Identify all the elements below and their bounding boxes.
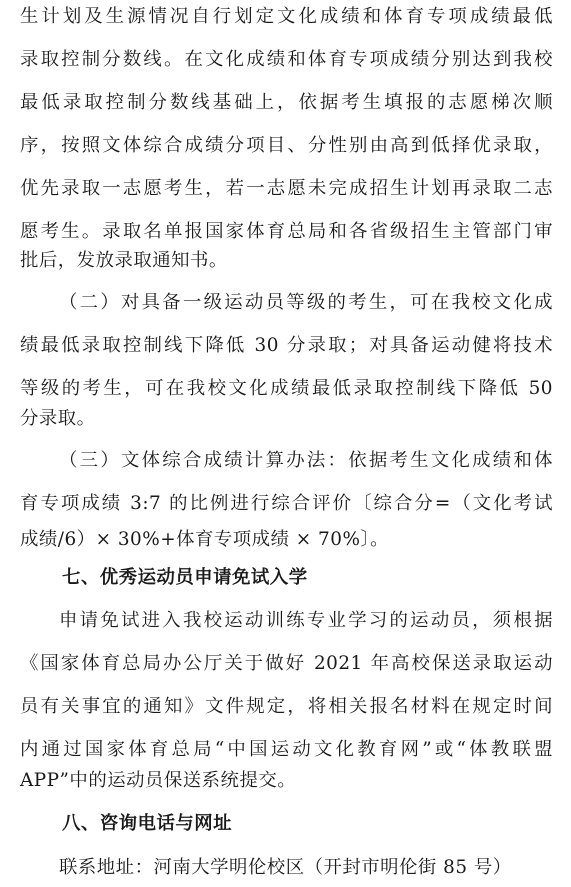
paragraph-line-9: 绩最低录取控制线下降低 30 分录取；对具备运动健将技术 — [20, 335, 553, 356]
paragraph-line-13: 育专项成绩 3:7 的比例进行综合评价〔综合分=（文化考试 — [20, 493, 553, 514]
paragraph-line-3: 最低录取控制分数线基础上，依据考生填报的志愿梯次顺 — [20, 92, 553, 113]
paragraph-line-15: 申请免试进入我校运动训练专业学习的运动员，须根据 — [59, 610, 553, 631]
contact-address-line: 联系地址：河南大学明伦校区（开封市明伦街 85 号） — [59, 857, 512, 878]
paragraph-line-16: 《国家体育总局办公厅关于做好 2021 年高校保送录取运动 — [20, 653, 553, 674]
paragraph-line-1: 生计划及生源情况自行划定文化成绩和体育专项成绩最低 — [20, 6, 553, 27]
paragraph-line-7: 批后，发放录取通知书。 — [20, 250, 228, 271]
paragraph-line-14: 成绩/6）× 30%+体育专项成绩 × 70%〕。 — [20, 529, 390, 550]
section-heading-8: 八、咨询电话与网址 — [62, 813, 233, 834]
paragraph-line-11: 分录取。 — [20, 408, 96, 429]
paragraph-line-4: 序，按照文体综合成绩分项目、分性别由高到低择优录取， — [20, 135, 553, 156]
paragraph-line-6: 愿考生。录取名单报国家体育总局和各省级招生主管部门审 — [20, 221, 553, 242]
paragraph-line-12: （三）文体综合成绩计算办法：依据考生文化成绩和体 — [59, 450, 553, 471]
paragraph-line-8: （二）对具备一级运动员等级的考生，可在我校文化成 — [59, 292, 553, 313]
paragraph-line-2: 录取控制分数线。在文化成绩和体育专项成绩分别达到我校 — [20, 49, 553, 70]
section-heading-7: 七、优秀运动员申请免试入学 — [62, 567, 308, 588]
paragraph-line-10: 等级的考生，可在我校文化成绩最低录取控制线下降低 50 — [20, 378, 553, 399]
paragraph-line-18: 内通过国家体育总局“中国运动文化教育网”或“体教联盟 — [20, 739, 553, 760]
paragraph-line-17: 员有关事宜的通知》文件规定，将相关报名材料在规定时间 — [20, 696, 553, 717]
paragraph-line-5: 优先录取一志愿考生，若一志愿未完成招生计划再录取二志 — [20, 178, 553, 199]
paragraph-line-19: APP”中的运动员保送系统提交。 — [20, 770, 297, 791]
